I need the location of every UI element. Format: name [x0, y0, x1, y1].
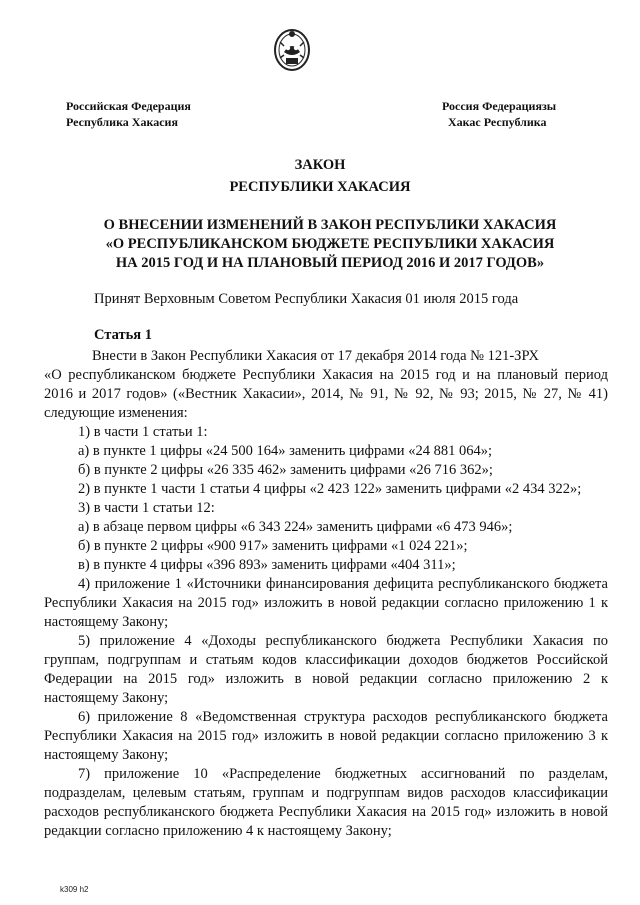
header-left-line1: Российская Федерация — [66, 99, 191, 113]
item-3: 3) в части 1 статьи 12: — [78, 500, 215, 516]
law-title — [0, 154, 640, 198]
adoption-statement: Принят Верховным Советом Республики Хакасия 01 июля 2015 года — [94, 291, 519, 307]
law-title-line1: ЗАКОН — [294, 157, 346, 173]
item-1a: а) в пункте 1 цифры «24 500 164» заменить цифрами «24 881 064»; — [78, 443, 492, 459]
item-1: 1) в части 1 статьи 1: — [78, 424, 208, 440]
header-right-line2: Хакас Республика — [448, 115, 547, 129]
item-1b: б) в пункте 2 цифры «26 335 462» заменить цифрами «26 716 362»; — [78, 462, 493, 478]
item-5: 5) приложение 4 «Доходы республиканского бюджета Республики Хакасия по группам, подгруппам и статьям кодов классификации доходов бюджетов Российской Федерации на 2015 год» изложить в новой редакции согласно приложению 2 к настоящему Закону; — [44, 633, 608, 706]
footer-code: k309 h2 — [60, 885, 89, 894]
item-4: 4) приложение 1 «Источники финансирования дефицита республиканского бюджета Республики Хакасия на 2015 год» изложить в новой редакции согласно приложению 1 к настоящему Закону; — [44, 576, 608, 630]
law-subject-line1: О ВНЕСЕНИИ ИЗМЕНЕНИЙ В ЗАКОН РЕСПУБЛИКИ ХАКАСИЯ — [103, 217, 557, 233]
law-body — [44, 347, 608, 841]
coat-of-arms-emblem — [272, 28, 312, 74]
header-left-line2: Республика Хакасия — [66, 115, 178, 129]
item-3a: а) в абзаце первом цифры «6 343 224» заменить цифрами «6 473 946»; — [78, 519, 513, 535]
item-2: 2) в пункте 1 части 1 статьи 4 цифры «2 423 122» заменить цифрами «2 434 322»; — [78, 481, 582, 497]
article-heading: Статья 1 — [94, 327, 152, 343]
intro-line: Внести в Закон Республики Хакасия от 17 декабря 2014 года № 121-ЗРХ — [92, 348, 539, 364]
intro-rest: «О республиканском бюджете Республики Хакасия на 2015 год и на плановый период 2016 и 2017 годов» («Вестник Хакасии», 2014, № 91, № 92, № 93; 2015, № 27, № 41) следующие изменения: — [44, 367, 608, 421]
header-right — [442, 98, 556, 130]
header-left — [66, 98, 191, 130]
law-subject — [60, 216, 600, 273]
law-subject-line3: НА 2015 ГОД И НА ПЛАНОВЫЙ ПЕРИОД 2016 И 2017 ГОДОВ» — [115, 255, 545, 271]
item-3c: в) в пункте 4 цифры «396 893» заменить цифрами «404 311»; — [78, 557, 456, 573]
item-7: 7) приложение 10 «Распределение бюджетных ассигнований по разделам, подразделам, целевым статьям, группам и подгруппам видов расходов классификации расходов республиканского бюджета Республики Хакасия на 2015 год» изложить в новой редакции согласно приложению 4 к настоящему Закону; — [44, 766, 608, 839]
header-right-line1: Россия Федерациязы — [442, 99, 557, 113]
law-title-line2: РЕСПУБЛИКИ ХАКАСИЯ — [229, 179, 411, 195]
law-subject-line2: «О РЕСПУБЛИКАНСКОМ БЮДЖЕТЕ РЕСПУБЛИКИ ХАКАСИЯ — [105, 236, 555, 252]
item-3b: б) в пункте 2 цифры «900 917» заменить цифрами «1 024 221»; — [78, 538, 468, 554]
item-6: 6) приложение 8 «Ведомственная структура расходов республиканского бюджета Республики Хакасия на 2015 год» изложить в новой редакции согласно приложению 3 к настоящему Закону; — [44, 709, 608, 763]
